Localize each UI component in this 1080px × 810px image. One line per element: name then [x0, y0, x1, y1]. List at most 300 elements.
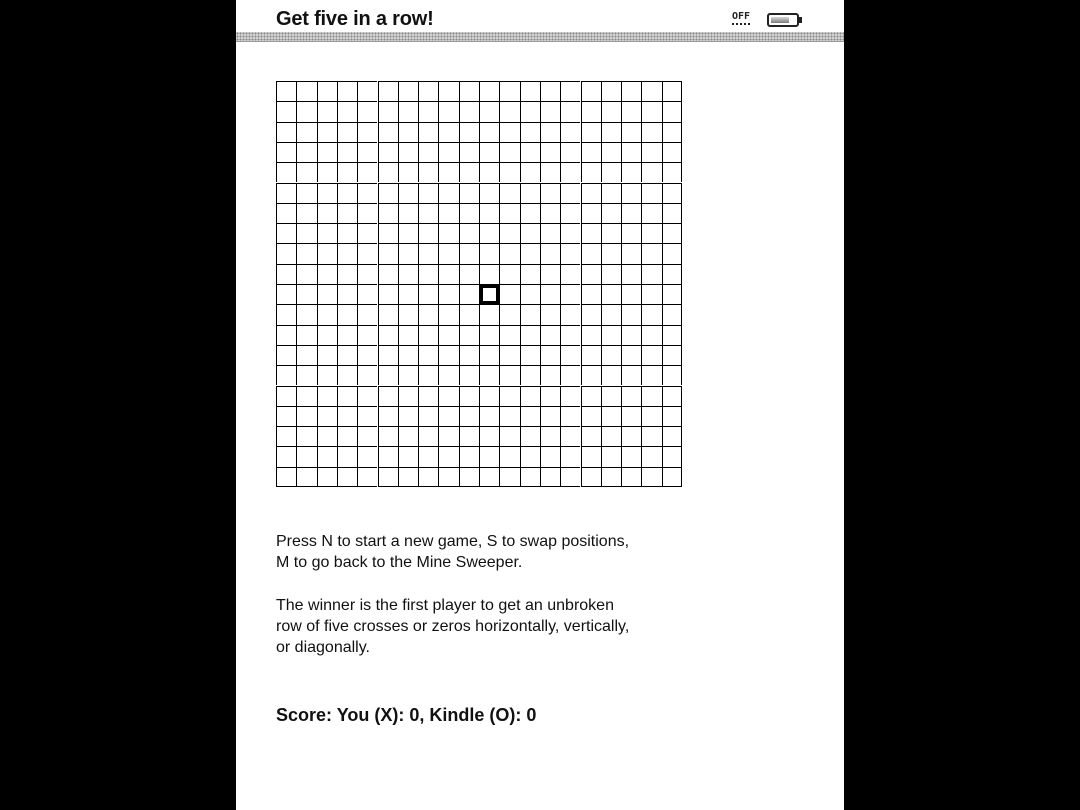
board-cell[interactable] [662, 122, 682, 142]
board-cell[interactable] [438, 142, 458, 162]
board-cell[interactable] [479, 223, 499, 243]
board-cell[interactable] [276, 142, 296, 162]
board-cell[interactable] [560, 406, 580, 426]
board-cell[interactable] [337, 284, 357, 304]
board-cell[interactable] [296, 345, 316, 365]
board-cell[interactable] [581, 81, 601, 101]
board-cell[interactable] [540, 467, 560, 487]
board-cell[interactable] [459, 467, 479, 487]
board-cell[interactable] [560, 142, 580, 162]
board-cell[interactable] [520, 183, 540, 203]
board-cell[interactable] [357, 467, 377, 487]
board-cell[interactable] [438, 81, 458, 101]
board-cell[interactable] [317, 183, 337, 203]
board-cell[interactable] [641, 142, 661, 162]
board-cell[interactable] [276, 284, 296, 304]
board-cell[interactable] [296, 81, 316, 101]
board-cell[interactable] [520, 426, 540, 446]
board-cell[interactable] [560, 304, 580, 324]
board-cell[interactable] [357, 264, 377, 284]
board-cell[interactable] [357, 406, 377, 426]
board-cell[interactable] [337, 426, 357, 446]
board-cell[interactable] [581, 386, 601, 406]
board-cell[interactable] [499, 81, 519, 101]
board-cell[interactable] [337, 386, 357, 406]
board-cell[interactable] [418, 426, 438, 446]
board-cell[interactable] [499, 467, 519, 487]
board-cell[interactable] [317, 345, 337, 365]
board-cell[interactable] [581, 264, 601, 284]
board-cell[interactable] [459, 101, 479, 121]
board-cell[interactable] [560, 223, 580, 243]
board-cell[interactable] [641, 122, 661, 142]
board-cell[interactable] [296, 162, 316, 182]
board-cell[interactable] [357, 101, 377, 121]
board-cell[interactable] [601, 446, 621, 466]
board-cell[interactable] [296, 264, 316, 284]
board-cell[interactable] [296, 386, 316, 406]
board-cell[interactable] [337, 183, 357, 203]
board-cell[interactable] [621, 386, 641, 406]
board-cell[interactable] [601, 304, 621, 324]
board-cell[interactable] [357, 203, 377, 223]
board-cell[interactable] [581, 446, 601, 466]
board-cell[interactable] [276, 446, 296, 466]
board-cell[interactable] [438, 386, 458, 406]
board-cell[interactable] [378, 365, 398, 385]
board-cell[interactable] [337, 325, 357, 345]
board-cell[interactable] [662, 203, 682, 223]
board-cell[interactable] [662, 426, 682, 446]
board-cell[interactable] [398, 162, 418, 182]
board-cell[interactable] [479, 325, 499, 345]
board-cell[interactable] [499, 203, 519, 223]
board-cell[interactable] [418, 203, 438, 223]
board-cell[interactable] [479, 426, 499, 446]
board-cell[interactable] [296, 406, 316, 426]
board-cell[interactable] [641, 284, 661, 304]
board-cell[interactable] [418, 183, 438, 203]
board-cell[interactable] [459, 243, 479, 263]
board-cell[interactable] [499, 142, 519, 162]
board-cell[interactable] [641, 264, 661, 284]
board-cell[interactable] [398, 223, 418, 243]
board-cell[interactable] [357, 142, 377, 162]
board-cell[interactable] [520, 365, 540, 385]
board-cell[interactable] [276, 223, 296, 243]
board-cell[interactable] [418, 386, 438, 406]
board-cell[interactable] [317, 101, 337, 121]
board-cell[interactable] [337, 122, 357, 142]
board-cell[interactable] [398, 365, 418, 385]
board-cell[interactable] [317, 467, 337, 487]
board-cell[interactable] [662, 264, 682, 284]
board-cell[interactable] [479, 386, 499, 406]
board-cell[interactable] [641, 101, 661, 121]
board-cell[interactable] [601, 203, 621, 223]
board-cell[interactable] [499, 223, 519, 243]
board-cell[interactable] [479, 264, 499, 284]
board-cell[interactable] [601, 406, 621, 426]
board-cell[interactable] [398, 122, 418, 142]
board-cell[interactable] [276, 264, 296, 284]
board-cell[interactable] [418, 406, 438, 426]
board-cell[interactable] [601, 81, 621, 101]
board-cell[interactable] [662, 284, 682, 304]
board-cell[interactable] [520, 284, 540, 304]
board-cell[interactable] [398, 406, 418, 426]
game-board[interactable] [276, 81, 682, 487]
board-cell[interactable] [479, 122, 499, 142]
board-cell[interactable] [479, 162, 499, 182]
board-cell[interactable] [499, 162, 519, 182]
board-cell[interactable] [317, 406, 337, 426]
board-cell[interactable] [520, 162, 540, 182]
board-cell[interactable] [601, 183, 621, 203]
board-cell[interactable] [662, 467, 682, 487]
board-cell[interactable] [520, 264, 540, 284]
board-cell[interactable] [479, 81, 499, 101]
board-cell[interactable] [581, 101, 601, 121]
board-cell[interactable] [540, 325, 560, 345]
board-cell[interactable] [317, 386, 337, 406]
board-cell[interactable] [479, 345, 499, 365]
board-cell[interactable] [621, 223, 641, 243]
board-cell[interactable] [540, 264, 560, 284]
board-cell[interactable] [357, 426, 377, 446]
board-cell[interactable] [418, 142, 438, 162]
board-cell[interactable] [438, 243, 458, 263]
board-cell[interactable] [601, 386, 621, 406]
board-cell[interactable] [621, 122, 641, 142]
board-cell[interactable] [398, 446, 418, 466]
board-cell[interactable] [317, 122, 337, 142]
board-cell[interactable] [276, 467, 296, 487]
board-cell[interactable] [317, 446, 337, 466]
board-cell[interactable] [438, 264, 458, 284]
board-cell[interactable] [560, 386, 580, 406]
board-cell[interactable] [581, 122, 601, 142]
board-cell[interactable] [540, 304, 560, 324]
board-cell[interactable] [276, 122, 296, 142]
board-cell[interactable] [378, 243, 398, 263]
board-cell[interactable] [540, 203, 560, 223]
board-cell[interactable] [560, 81, 580, 101]
board-cell[interactable] [581, 203, 601, 223]
board-cell[interactable] [459, 183, 479, 203]
board-cell[interactable] [662, 446, 682, 466]
board-cell[interactable] [662, 325, 682, 345]
board-cell[interactable] [398, 264, 418, 284]
board-cell[interactable] [459, 142, 479, 162]
board-cell[interactable] [317, 365, 337, 385]
board-cell[interactable] [662, 223, 682, 243]
board-cell[interactable] [378, 304, 398, 324]
board-cell[interactable] [418, 264, 438, 284]
board-cell[interactable] [459, 446, 479, 466]
board-cell[interactable] [601, 162, 621, 182]
board-cell[interactable] [296, 446, 316, 466]
board-cell[interactable] [621, 345, 641, 365]
board-cell[interactable] [540, 223, 560, 243]
board-cell[interactable] [418, 467, 438, 487]
board-cell[interactable] [601, 284, 621, 304]
board-cell[interactable] [581, 345, 601, 365]
board-cell[interactable] [499, 304, 519, 324]
board-cell[interactable] [459, 81, 479, 101]
board-cell[interactable] [560, 345, 580, 365]
board-cell[interactable] [438, 446, 458, 466]
board-cell[interactable] [520, 122, 540, 142]
board-cell[interactable] [276, 345, 296, 365]
board-cell[interactable] [621, 243, 641, 263]
board-cell[interactable] [581, 325, 601, 345]
board-cell[interactable] [662, 183, 682, 203]
board-cell[interactable] [621, 467, 641, 487]
board-cell[interactable] [479, 365, 499, 385]
board-cell[interactable] [560, 162, 580, 182]
board-cell[interactable] [560, 467, 580, 487]
board-cell[interactable] [378, 345, 398, 365]
board-cell[interactable] [357, 284, 377, 304]
board-cell[interactable] [276, 183, 296, 203]
board-cell[interactable] [641, 81, 661, 101]
board-cell[interactable] [398, 426, 418, 446]
board-cell[interactable] [479, 446, 499, 466]
board-cell[interactable] [296, 122, 316, 142]
board-cell[interactable] [479, 203, 499, 223]
board-cell[interactable] [540, 345, 560, 365]
board-cell[interactable] [337, 304, 357, 324]
board-cell[interactable] [540, 243, 560, 263]
board-cell[interactable] [378, 446, 398, 466]
board-cell[interactable] [459, 426, 479, 446]
board-cell[interactable] [398, 142, 418, 162]
board-cell[interactable] [479, 101, 499, 121]
board-cell[interactable] [479, 183, 499, 203]
board-cell[interactable] [601, 467, 621, 487]
board-cell[interactable] [540, 386, 560, 406]
board-cell[interactable] [641, 345, 661, 365]
board-cell[interactable] [621, 426, 641, 446]
board-cell[interactable] [378, 386, 398, 406]
board-cell[interactable] [398, 304, 418, 324]
board-cell[interactable] [357, 325, 377, 345]
board-cell[interactable] [499, 345, 519, 365]
board-cell[interactable] [621, 446, 641, 466]
board-cell[interactable] [581, 284, 601, 304]
board-cell[interactable] [641, 183, 661, 203]
board-cell[interactable] [581, 426, 601, 446]
board-cell[interactable] [357, 345, 377, 365]
board-cell[interactable] [581, 365, 601, 385]
board-cell[interactable] [438, 183, 458, 203]
board-cell[interactable] [438, 284, 458, 304]
board-cell[interactable] [317, 223, 337, 243]
board-cell[interactable] [337, 162, 357, 182]
board-cell[interactable] [499, 264, 519, 284]
board-cell[interactable] [398, 325, 418, 345]
board-cell[interactable] [520, 446, 540, 466]
board-cell[interactable] [601, 264, 621, 284]
board-cell[interactable] [499, 325, 519, 345]
board-cell[interactable] [540, 142, 560, 162]
board-cell[interactable] [499, 243, 519, 263]
board-cell[interactable] [662, 406, 682, 426]
board-cell[interactable] [560, 284, 580, 304]
board-cell[interactable] [317, 81, 337, 101]
board-cell[interactable] [459, 365, 479, 385]
board-cell[interactable] [296, 223, 316, 243]
board-cell[interactable] [459, 223, 479, 243]
board-cell[interactable] [520, 81, 540, 101]
board-cell[interactable] [499, 365, 519, 385]
board-cell[interactable] [459, 284, 479, 304]
board-cell[interactable] [317, 162, 337, 182]
board-cell[interactable] [479, 142, 499, 162]
board-cell[interactable] [560, 446, 580, 466]
board-cell[interactable] [499, 101, 519, 121]
board-cell[interactable] [317, 304, 337, 324]
board-cell[interactable] [317, 426, 337, 446]
board-cell[interactable] [418, 365, 438, 385]
board-cell[interactable] [276, 203, 296, 223]
board-cell[interactable] [581, 243, 601, 263]
board-cell[interactable] [337, 223, 357, 243]
board-cell[interactable] [520, 406, 540, 426]
board-cell[interactable] [560, 365, 580, 385]
board-cell[interactable] [378, 142, 398, 162]
board-cell[interactable] [459, 162, 479, 182]
board-cell[interactable] [438, 203, 458, 223]
board-cell[interactable] [459, 406, 479, 426]
board-cell[interactable] [438, 406, 458, 426]
board-cell[interactable] [398, 386, 418, 406]
board-cell[interactable] [378, 467, 398, 487]
board-cell[interactable] [662, 81, 682, 101]
board-cell[interactable] [418, 243, 438, 263]
board-cell[interactable] [296, 101, 316, 121]
board-cell[interactable] [621, 183, 641, 203]
board-cell[interactable] [621, 162, 641, 182]
board-cell[interactable] [337, 264, 357, 284]
board-cell[interactable] [601, 345, 621, 365]
board-cell[interactable] [337, 243, 357, 263]
board-cell[interactable] [520, 203, 540, 223]
board-cell[interactable] [560, 264, 580, 284]
board-cell[interactable] [621, 365, 641, 385]
board-cell[interactable] [296, 284, 316, 304]
board-cell[interactable] [418, 284, 438, 304]
board-cell[interactable] [398, 467, 418, 487]
board-cell[interactable] [641, 446, 661, 466]
board-cell[interactable] [296, 304, 316, 324]
board-cell[interactable] [601, 243, 621, 263]
board-cell[interactable] [438, 345, 458, 365]
board-cell[interactable] [641, 203, 661, 223]
board-cell[interactable] [641, 426, 661, 446]
board-cell[interactable] [520, 304, 540, 324]
board-cell[interactable] [540, 183, 560, 203]
board-cell[interactable] [317, 142, 337, 162]
board-cell[interactable] [398, 243, 418, 263]
board-cell[interactable] [276, 406, 296, 426]
board-cell[interactable] [621, 284, 641, 304]
board-cell[interactable] [459, 122, 479, 142]
board-cell[interactable] [276, 426, 296, 446]
board-cell[interactable] [540, 162, 560, 182]
board-cell[interactable] [418, 101, 438, 121]
board-cell[interactable] [520, 345, 540, 365]
board-cell[interactable] [641, 223, 661, 243]
board-cell[interactable] [540, 284, 560, 304]
board-cell[interactable] [520, 243, 540, 263]
board-cell[interactable] [560, 243, 580, 263]
board-cell[interactable] [581, 467, 601, 487]
board-cell[interactable] [296, 467, 316, 487]
board-cell[interactable] [601, 365, 621, 385]
board-cell[interactable] [418, 81, 438, 101]
board-cell[interactable] [317, 203, 337, 223]
board-cell[interactable] [560, 183, 580, 203]
board-cell[interactable] [398, 284, 418, 304]
board-cell[interactable] [641, 386, 661, 406]
board-cell[interactable] [357, 122, 377, 142]
board-cell[interactable] [337, 467, 357, 487]
board-cell[interactable] [459, 386, 479, 406]
board-cell[interactable] [662, 243, 682, 263]
board-cell[interactable] [398, 81, 418, 101]
board-cell[interactable] [337, 101, 357, 121]
board-cell[interactable] [499, 284, 519, 304]
board-cell[interactable] [499, 386, 519, 406]
board-cell[interactable] [357, 223, 377, 243]
board-cell[interactable] [296, 426, 316, 446]
board-cell[interactable] [540, 406, 560, 426]
board-cell[interactable] [337, 81, 357, 101]
board-cell[interactable] [418, 223, 438, 243]
board-cell[interactable] [378, 203, 398, 223]
board-cell[interactable] [540, 365, 560, 385]
board-cell[interactable] [621, 264, 641, 284]
board-cell[interactable] [459, 345, 479, 365]
board-cell[interactable] [662, 345, 682, 365]
board-cell[interactable] [641, 406, 661, 426]
board-cell[interactable] [662, 304, 682, 324]
board-cell[interactable] [601, 142, 621, 162]
board-cell[interactable] [276, 325, 296, 345]
board-cell[interactable] [418, 162, 438, 182]
board-cell[interactable] [317, 264, 337, 284]
board-cell[interactable] [438, 365, 458, 385]
board-cell[interactable] [378, 325, 398, 345]
board-cell[interactable] [276, 101, 296, 121]
board-cell[interactable] [560, 325, 580, 345]
board-cell[interactable] [621, 325, 641, 345]
board-cell[interactable] [378, 183, 398, 203]
board-cell[interactable] [641, 304, 661, 324]
board-cell[interactable] [479, 406, 499, 426]
board-cell[interactable] [418, 345, 438, 365]
board-cell[interactable] [581, 162, 601, 182]
board-cell[interactable] [357, 446, 377, 466]
board-cell[interactable] [621, 81, 641, 101]
board-cell[interactable] [662, 142, 682, 162]
board-cell[interactable] [276, 243, 296, 263]
board-cell[interactable] [479, 304, 499, 324]
board-cell[interactable] [438, 223, 458, 243]
board-cell[interactable] [378, 162, 398, 182]
